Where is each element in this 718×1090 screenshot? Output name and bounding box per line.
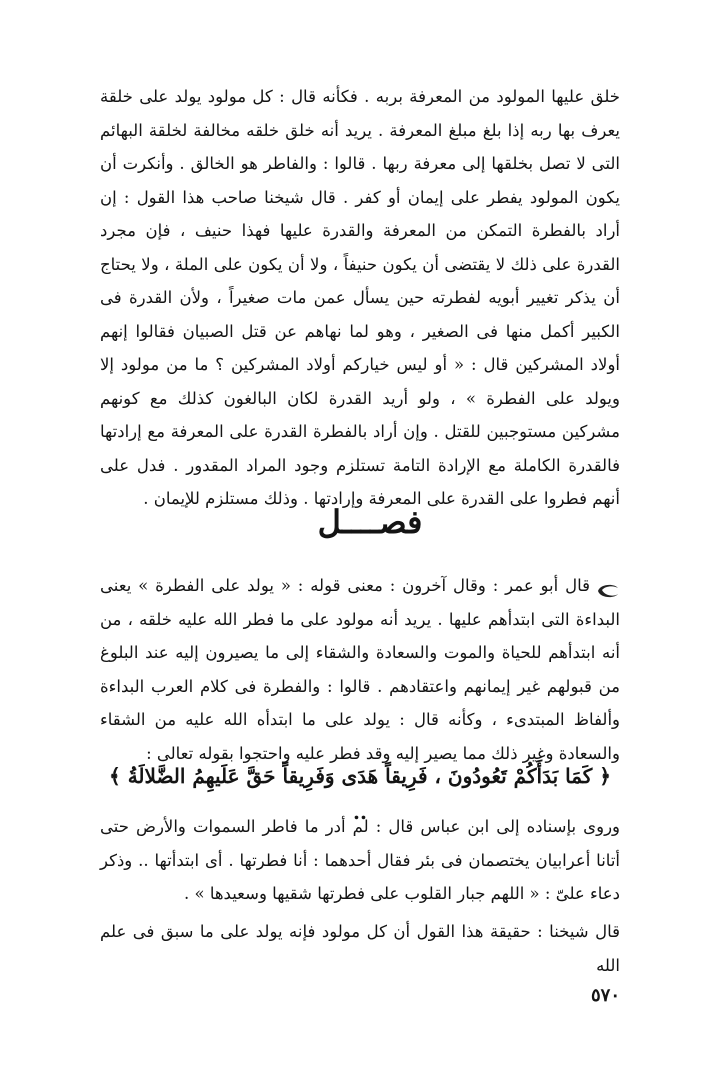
margin-marker-icon	[596, 578, 620, 596]
paragraph-2	[100, 569, 620, 770]
page-number: ٥٧٠	[590, 985, 620, 1006]
paragraph-2-text: قال أبو عمر : وقال آخرون : معنى قوله : « يولد على الفطرة » يعنى البداءة التى ابتدأهم عليها . يريد أنه مولود على ما فطر الله عليه خلقه ، من أنه ابتدأهم للحياة والموت والسعادة والشقاء إلى ما يصيرون إليه عند البلوغ من قبولهم غير إيمانهم واعتقادهم . قالوا : والفطرة فى كلام العرب البداءة وألفاظ المبتدىء ، وكأنه قال : يولد على ما ابتدأه الله عليه من الشقاء والسعادة وغير ذلك مما يصير إليه وقد فطر عليه واحتجوا بقوله تعالى :	[100, 576, 620, 763]
quran-verse: ﴿ كَمَا بَدَأَكُمْ تَعُودُونَ ، فَرِيقاً هَدَى وَفَرِيقاً حَقَّ عَلَيهِمُ الضَّلالَةُ ﴾ ..	[109, 764, 611, 824]
paragraph-1: خلق عليها المولود من المعرفة بربه . فكأنه قال : كل مولود يولد على خلقة يعرف بها ربه إذا بلغ مبلغ المعرفة . يريد أنه خلق خلقه مخالفة لخلقة البهائم التى لا تصل بخلقها إلى معرفة ربها . قالوا : والفاطر هو الخالق . وأنكرت أن يكون المولود يفطر على إيمان أو كفر . قال شيخنا صاحب هذا القول : إن أراد بالفطرة التمكن من المعرفة والقدرة عليها فهذا حنيف ، فإن مجرد القدرة على ذلك لا يقتضى أن يكون حنيفاً ، ولا أن يكون على الملة ، ولا يحتاج أن يذكر تغيير أبويه لفطرته حين يسأل عمن مات صغيراً ، ولأن القدرة فى الكبير أكمل منها فى الصغير ، وهو لما نهاهم عن قتل الصبيان فقالوا إنهم أولاد المشركين قال : « أو ليس خياركم أولاد المشركين ؟ ما من مولود إلا ويولد على الفطرة » ، ولو أريد القدرة لكان البالغون كذلك مع كونهم مشركين مستوجبين للقتل . وإن أراد بالفطرة القدرة على المعرفة مع إرادتها فالقدرة الكاملة مع الإرادة التامة تستلزم وجود المراد المقدور . فدل على أنهم فطروا على القدرة على المعرفة وإرادتها . وذلك مستلزم للإيمان .	[100, 87, 620, 508]
section-heading: فصــــل	[317, 503, 423, 541]
paragraph-3: وروى بإسناده إلى ابن عباس قال : لم أدر ما فاطر السموات والأرض حتى أتانا أعرابيان يختصمان فى بئر فقال أحدهما : أنا فطرتها . أى ابتدأتها .. وذكر دعاء علىّ : « اللهم جبار القلوب على فطرتها شقيها وسعيدها » .	[100, 817, 620, 903]
paragraph-4: قال شيخنا : حقيقة هذا القول أن كل مولود فإنه يولد على ما سبق فى علم الله	[100, 922, 620, 975]
